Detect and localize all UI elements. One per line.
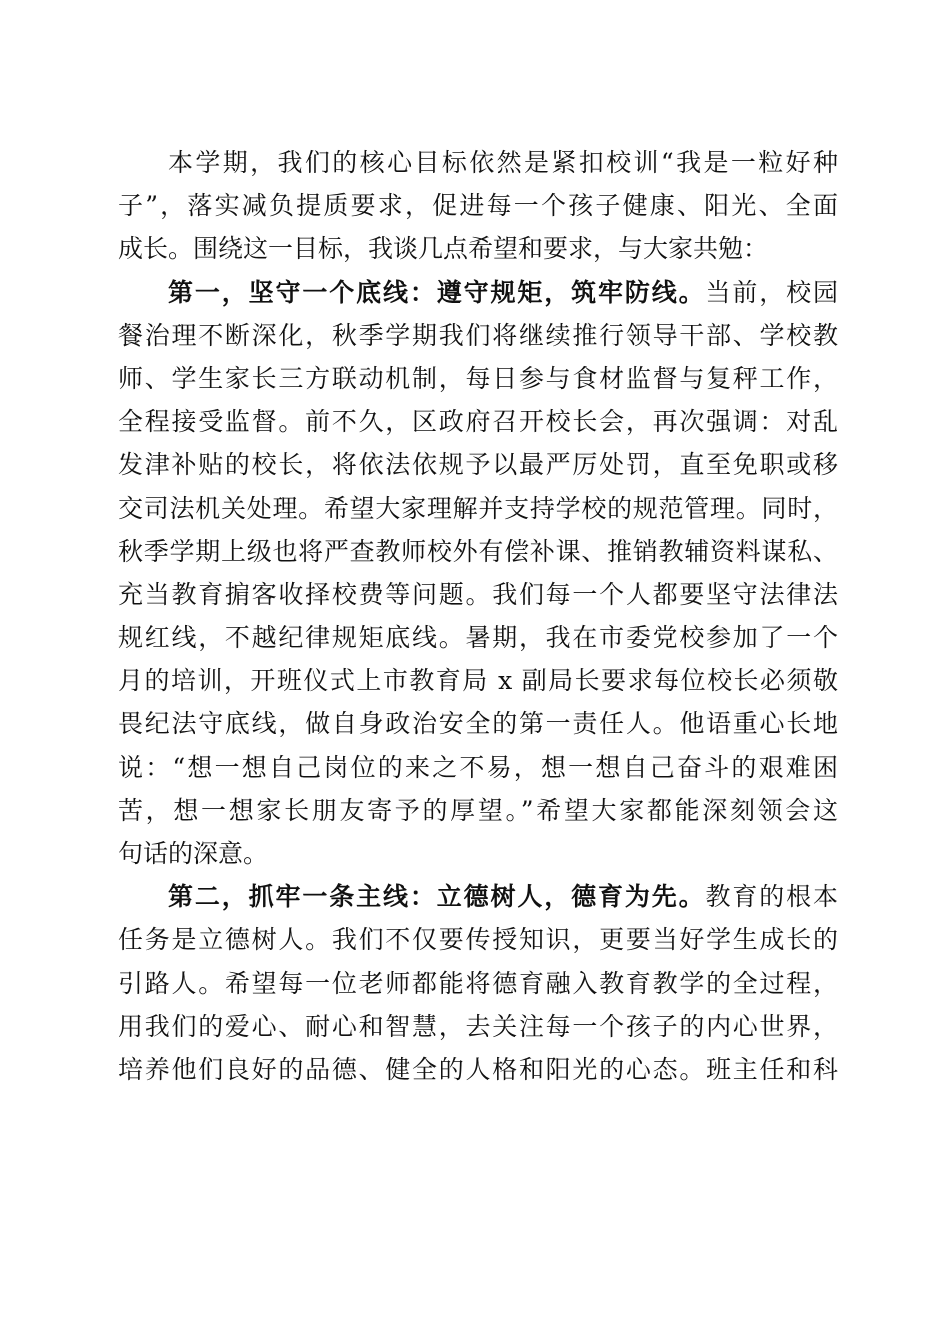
- text-line: 餐治理不断深化，秋季学期我们将继续推行领导干部、学校教: [118, 320, 838, 350]
- text-line: 本学期，我们的核心目标依然是紧扣校训“我是一粒好种: [168, 148, 838, 177]
- section-heading-2: 第二，抓牢一条主线：立德树人，德育为先。: [168, 882, 706, 912]
- text-line: 子”，落实减负提质要求，促进每一个孩子健康、阳光、全面: [118, 191, 838, 221]
- text-line: 成长。围绕这一目标，我谈几点希望和要求，与大家共勉：: [118, 234, 769, 264]
- text-line: 苦，想一想家长朋友寄予的厚望。”希望大家都能深刻领会这: [118, 795, 838, 825]
- text-line: 畏纪法守底线，做自身政治安全的第一责任人。他语重心长地: [118, 709, 838, 739]
- text-line: 引路人。希望每一位老师都能将德育融入教育教学的全过程，: [118, 968, 838, 998]
- text-line: 规红线，不越纪律规矩底线。暑期，我在市委党校参加了一个: [118, 623, 838, 653]
- text-line: 任务是立德树人。我们不仅要传授知识，更要当好学生成长的: [118, 925, 838, 955]
- document-body: [118, 141, 838, 1091]
- section-first-line: [118, 271, 838, 314]
- text-fragment: 当前，校园: [705, 277, 838, 307]
- text-line: 师、学生家长三方联动机制，每日参与食材监督与复秤工作，: [118, 363, 838, 393]
- text-line: 充当教育掮客收择校费等问题。我们每一个人都要坚守法律法: [118, 579, 838, 609]
- text-line: 月的培训，开班仪式上市教育局 x 副局长要求每位校长必须敬: [118, 666, 838, 696]
- text-line: 秋季学期上级也将严查教师校外有偿补课、推销教辅资料谋私、: [118, 536, 838, 566]
- text-line: 用我们的爱心、耐心和智慧，去关注每一个孩子的内心世界，: [118, 1011, 838, 1041]
- text-line: 发津补贴的校长，将依法依规予以最严厉处罚，直至免职或移: [118, 450, 838, 480]
- section-heading-1: 第一，坚守一个底线：遵守规矩，筑牢防线。: [168, 277, 706, 307]
- text-line: 交司法机关处理。希望大家理解并支持学校的规范管理。同时，: [118, 493, 838, 523]
- text-fragment: 教育的根本: [705, 882, 838, 912]
- section-first-line: [118, 875, 838, 918]
- text-line: 句话的深意。: [118, 839, 269, 868]
- text-line: 培养他们良好的品德、健全的人格和阳光的心态。班主任和科: [118, 1054, 838, 1084]
- text-line: 全程接受监督。前不久，区政府召开校长会，再次强调：对乱: [118, 407, 838, 437]
- text-line: 说：“想一想自己岗位的来之不易，想一想自己奋斗的艰难困: [118, 752, 838, 782]
